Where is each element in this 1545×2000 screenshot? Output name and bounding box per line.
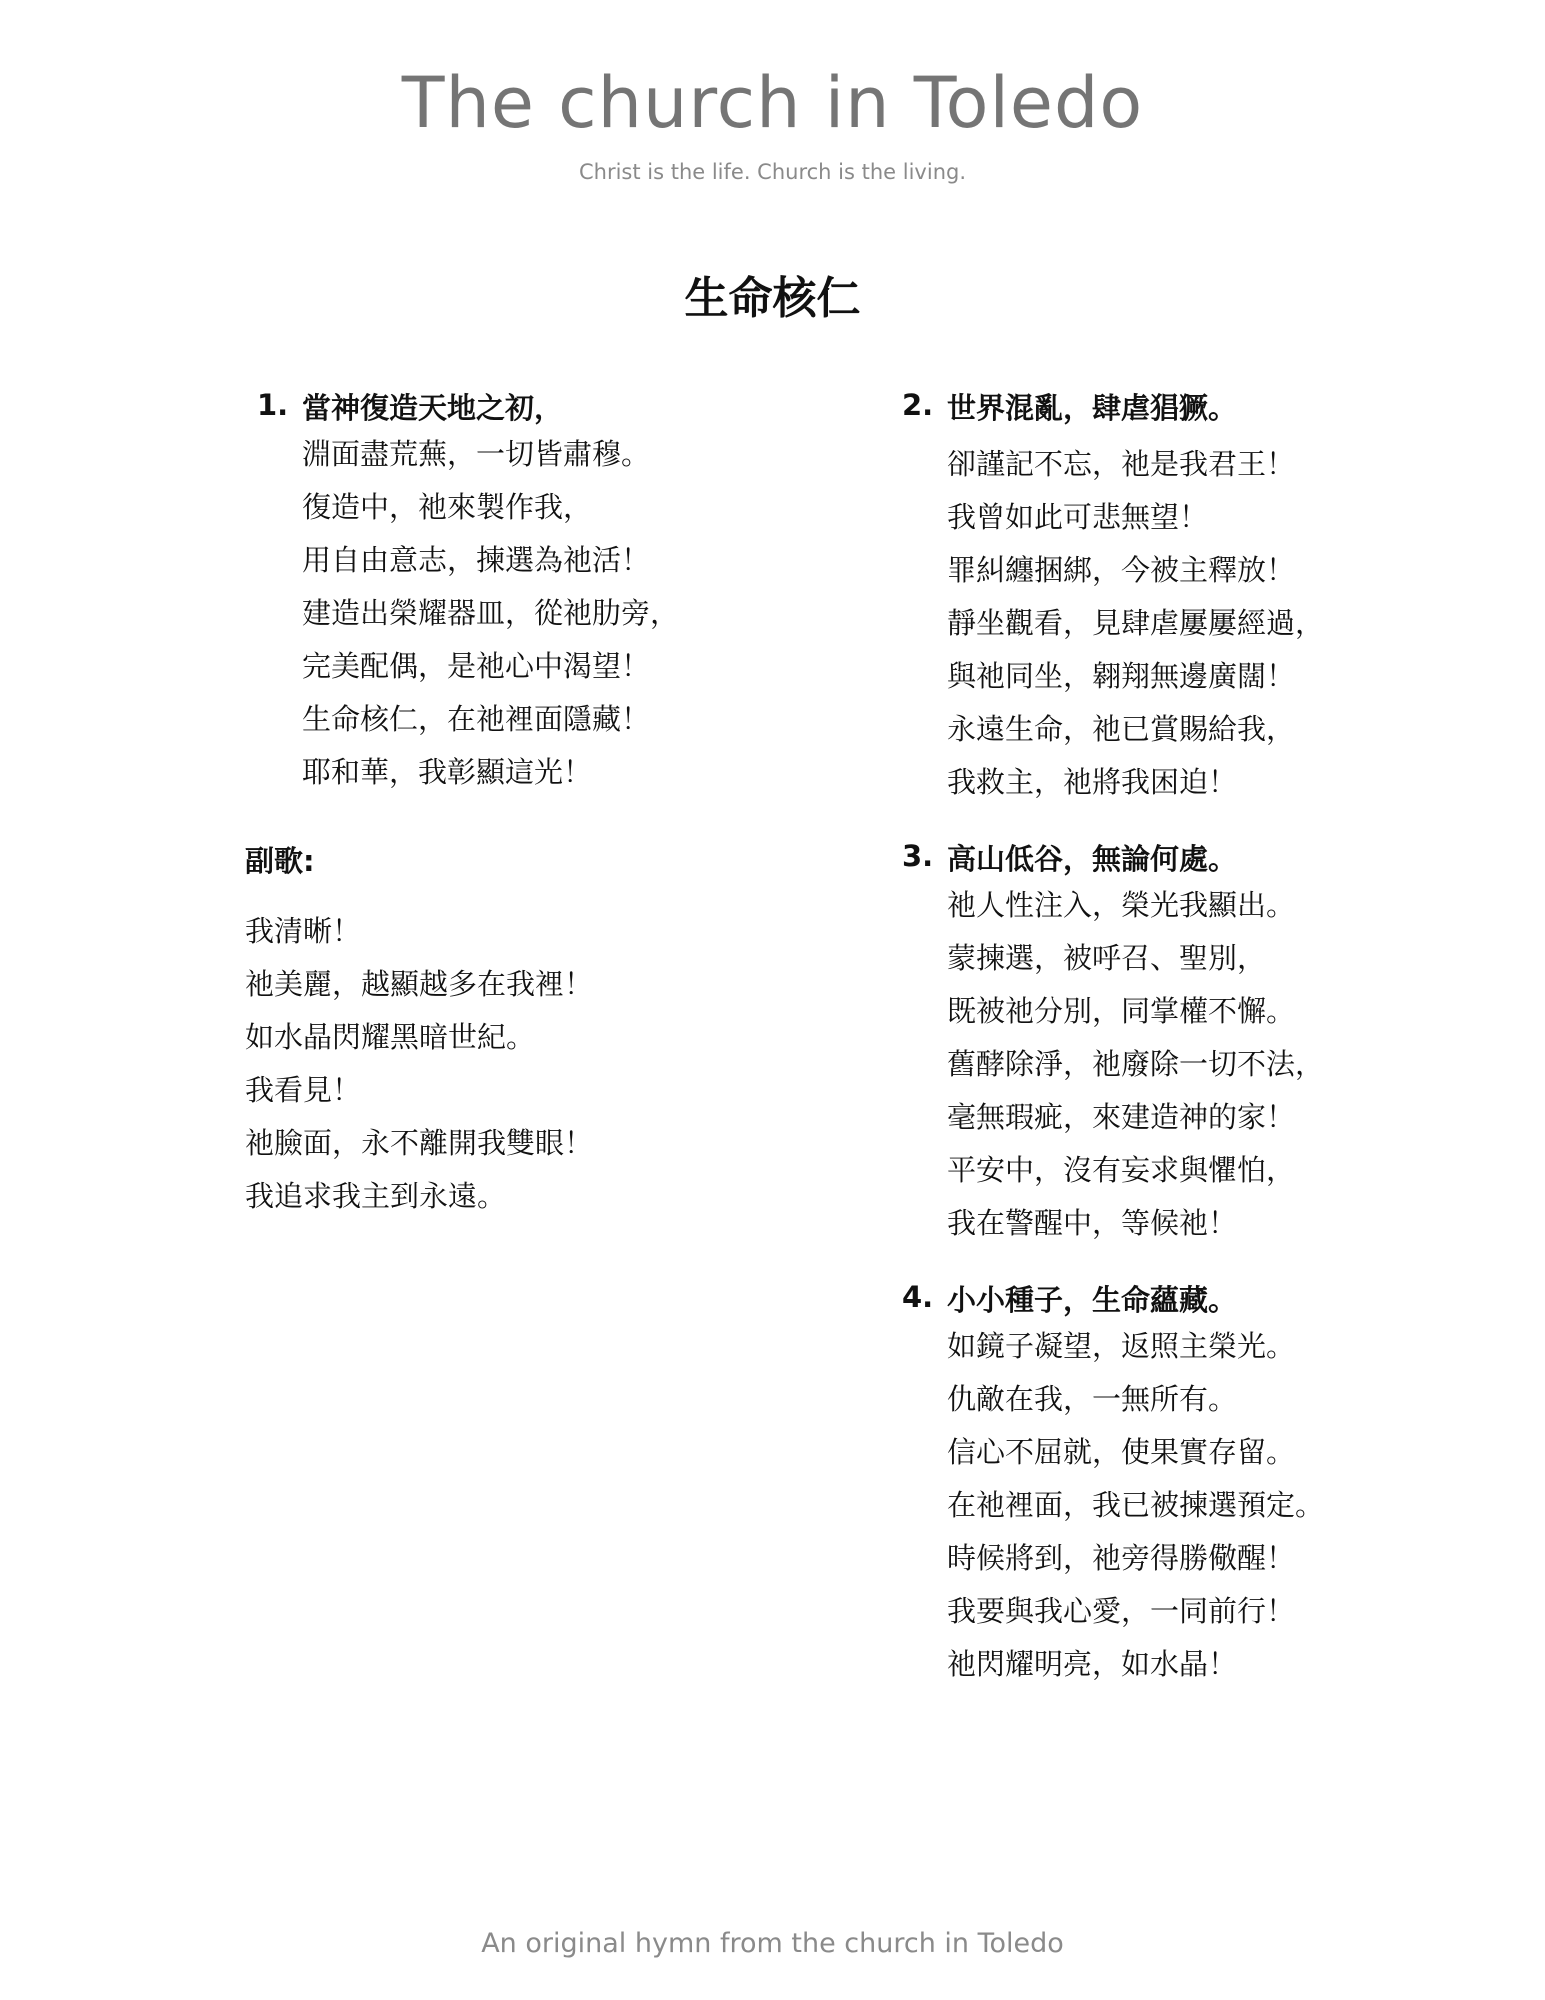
verse-number: 2.: [902, 388, 934, 422]
verse-line: 如鏡子凝望，返照主榮光。: [947, 1329, 1296, 1363]
right-column: [890, 388, 1490, 1691]
site-tagline: Christ is the life. Church is the living.: [578, 160, 967, 184]
hymn-title: 生命核仁: [684, 273, 861, 324]
chorus-label: 副歌:: [245, 844, 315, 878]
verse-line: 祂人性注入，榮光我顯出。: [947, 888, 1296, 922]
verse-line: 復造中，祂來製作我，: [302, 490, 593, 524]
chorus-line: 如水晶閃耀黑暗世紀。: [245, 1020, 536, 1054]
chorus-line: 祂臉面，永不離開我雙眼！: [245, 1126, 594, 1160]
chorus: [245, 905, 805, 1223]
verse-line: 既被祂分別，同掌權不懈。: [947, 994, 1296, 1028]
verse-line: 生命核仁，在祂裡面隱藏！: [302, 702, 651, 736]
verse-line: 建造出榮耀器皿，從祂肋旁，: [302, 596, 680, 630]
verse-line: 蒙揀選，被呼召、聖別，: [947, 941, 1267, 975]
verse-first-line: 當神復造天地之初，: [302, 391, 564, 425]
verse-line: 平安中，沒有妄求與懼怕，: [947, 1153, 1296, 1187]
site-title: The church in Toledo: [401, 62, 1144, 144]
verse-line: 舊酵除淨，祂廢除一切不法，: [947, 1047, 1325, 1081]
verse-line: 仇敵在我，一無所有。: [947, 1382, 1238, 1416]
verse-4: [890, 1280, 1490, 1691]
verse-1: [245, 388, 805, 799]
verse-line: 我曾如此可悲無望！: [947, 500, 1209, 534]
verse-3: [890, 839, 1490, 1250]
verse-line: 與祂同坐，翱翔無邊廣闊！: [947, 659, 1296, 693]
verse-line: 我在警醒中，等候祂！: [947, 1206, 1238, 1240]
verse-line: 毫無瑕疵，來建造神的家！: [947, 1100, 1296, 1134]
verse-line: 卻謹記不忘，祂是我君王！: [947, 447, 1296, 481]
verse-line: 祂閃耀明亮，如水晶！: [947, 1647, 1238, 1681]
verse-number: 4.: [902, 1280, 934, 1314]
verse-2: [890, 388, 1490, 809]
verse-line: 淵面盡荒蕪，一切皆肅穆。: [302, 437, 651, 471]
verse-number: 3.: [902, 839, 934, 873]
verse-line: 靜坐觀看，見肆虐屢屢經過，: [947, 606, 1325, 640]
verse-line: 耶和華，我彰顯這光！: [302, 755, 593, 789]
verse-line: 時候將到，祂旁得勝儆醒！: [947, 1541, 1296, 1575]
verse-line: 罪糾纏捆綁，今被主釋放！: [947, 553, 1296, 587]
footer-text: An original hymn from the church in Toledo: [481, 1928, 1064, 1959]
verse-line: 我要與我心愛，一同前行！: [947, 1594, 1296, 1628]
verse-line: 在祂裡面，我已被揀選預定。: [947, 1488, 1325, 1522]
verse-line: 我救主，祂將我困迫！: [947, 765, 1238, 799]
verse-line: 信心不屈就，使果實存留。: [947, 1435, 1296, 1469]
verse-line: 永遠生命，祂已賞賜給我，: [947, 712, 1296, 746]
verse-first-line: 小小種子，生命蘊藏。: [947, 1283, 1238, 1317]
verse-line: 用自由意志，揀選為祂活！: [302, 543, 651, 577]
verse-line: 完美配偶，是祂心中渴望！: [302, 649, 651, 683]
verse-first-line: 世界混亂，肆虐猖獗。: [947, 391, 1238, 425]
verse-first-line: 高山低谷，無論何處。: [947, 842, 1238, 876]
chorus-line: 我清晰！: [245, 914, 362, 948]
chorus-line: 我看見！: [245, 1073, 362, 1107]
verse-number: 1.: [257, 388, 289, 422]
chorus-line: 我追求我主到永遠。: [245, 1179, 507, 1213]
chorus-line: 祂美麗，越顯越多在我裡！: [245, 967, 594, 1001]
left-column: [245, 388, 805, 1223]
